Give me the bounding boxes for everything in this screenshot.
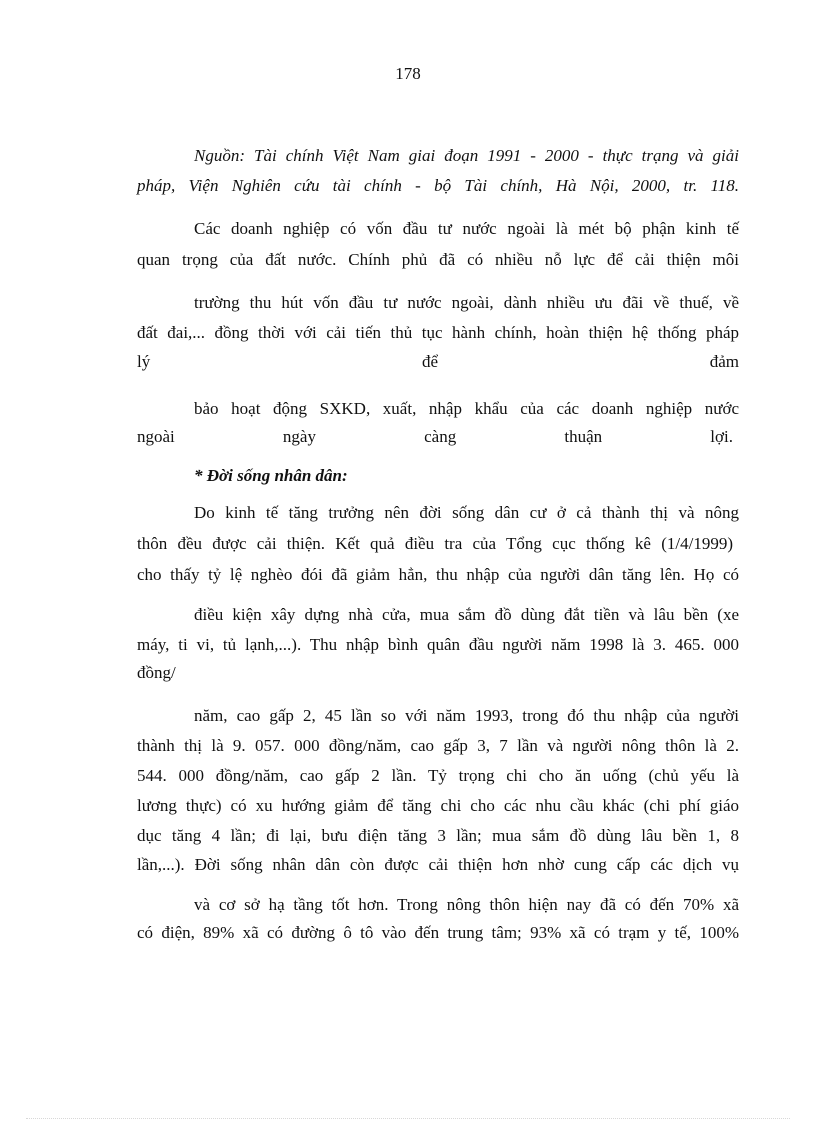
paragraph-1-line-5 — [137, 351, 739, 373]
page-number: 178 — [395, 64, 421, 83]
paragraph-2-line-2: thôn đều được cải thiện. Kết quả điều tra của Tổng cục thống kê (1/4/1999) — [137, 534, 733, 553]
word: để — [421, 352, 438, 371]
paragraph-2-line-9: 544. 000 đồng/năm, cao gấp 2 lần. Tỷ trọng chi cho ăn uống (chủ yếu là — [137, 766, 739, 785]
source-citation-line-2: pháp, Viện Nghiên cứu tài chính - bộ Tài chính, Hà Nội, 2000, tr. 118. — [137, 176, 739, 195]
paragraph-1-line-6: bảo hoạt động SXKD, xuất, nhập khẩu của các doanh nghiệp nước — [194, 399, 739, 418]
word: thuận — [564, 427, 603, 446]
paragraph-2-line-12: lần,...). Đời sống nhân dân còn được cải thiện hơn nhờ cung cấp các dịch vụ — [137, 855, 739, 874]
paragraph-2-line-10: lương thực) có xu hướng giảm để tăng chi cho các nhu cầu khác (chi phí giáo — [137, 796, 739, 815]
paragraph-2-line-14: có điện, 89% xã có đường ô tô vào đến trung tâm; 93% xã có trạm y tế, 100% — [137, 923, 739, 942]
section-heading: * Đời sống nhân dân: — [194, 466, 348, 485]
paragraph-2-line-13: và cơ sở hạ tầng tốt hơn. Trong nông thôn hiện nay đã có đến 70% xã — [194, 895, 739, 914]
source-citation-line-1: Nguồn: Tài chính Việt Nam giai đoạn 1991 - 2000 - thực trạng và giải — [194, 146, 739, 165]
paragraph-1-line-4: đất đai,... đồng thời với cải tiến thủ tục hành chính, hoàn thiện hệ thống pháp — [137, 323, 739, 342]
word: lý — [137, 352, 151, 371]
paragraph-2-line-4: điều kiện xây dựng nhà cửa, mua sắm đồ dùng đắt tiền và lâu bền (xe — [194, 605, 739, 624]
paragraph-2-line-1: Do kinh tế tăng trưởng nên đời sống dân cư ở cả thành thị và nông — [194, 503, 739, 522]
paragraph-1-line-3: trường thu hút vốn đầu tư nước ngoài, dành nhiều ưu đãi về thuế, về — [194, 293, 739, 312]
word: đảm — [709, 352, 739, 371]
paragraph-1-line-2: quan trọng của đất nước. Chính phủ đã có nhiều nỗ lực để cải thiện môi — [137, 250, 739, 269]
paragraph-2-line-5: máy, ti vi, tủ lạnh,...). Thu nhập bình quân đầu người năm 1998 là 3. 465. 000 — [137, 635, 739, 654]
paragraph-1-line-1: Các doanh nghiệp có vốn đầu tư nước ngoài là mét bộ phận kinh tế — [194, 219, 739, 238]
paragraph-2-line-6: đồng/ — [137, 663, 176, 682]
word: ngoài — [137, 427, 175, 446]
paragraph-1-line-7 — [137, 426, 733, 448]
paragraph-2-line-7: năm, cao gấp 2, 45 lần so với năm 1993, trong đó thu nhập của người — [194, 706, 739, 725]
paragraph-2-line-11: dục tăng 4 lần; đi lại, bưu điện tăng 3 lần; mua sắm đồ dùng lâu bền 1, 8 — [137, 826, 739, 845]
paragraph-2-line-3: cho thấy tỷ lệ nghèo đói đã giảm hẳn, thu nhập của người dân tăng lên. Họ có — [137, 565, 739, 584]
word: ngày — [282, 427, 316, 446]
word: càng — [424, 427, 457, 446]
word: lợi. — [710, 427, 733, 446]
paragraph-2-line-8: thành thị là 9. 057. 000 đồng/năm, cao gấp 3, 7 lần và người nông thôn là 2. — [137, 736, 739, 755]
page-bottom-divider — [26, 1118, 790, 1119]
